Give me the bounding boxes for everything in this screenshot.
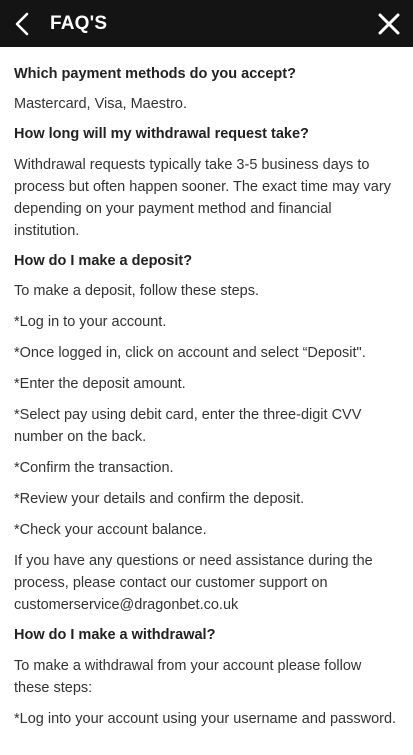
back-button[interactable] [0, 0, 44, 47]
faq-question: How do I make a deposit? [14, 253, 193, 269]
faq-answer: *Enter the deposit amount. [14, 376, 186, 392]
faq-answer: If you have any questions or need assistance during the process, please contact our customer support on customerservice@dragonbet.co.uk [14, 553, 373, 613]
faq-question: How do I make a withdrawal? [14, 627, 216, 643]
faq-answer: *Select pay using debit card, enter the three-digit CVV number on the back. [14, 407, 362, 445]
close-icon [378, 13, 400, 35]
faq-question: How long will my withdrawal request take? [14, 126, 309, 142]
faq-answer: To make a withdrawal from your account please follow these steps: [14, 658, 362, 696]
faq-answer: Withdrawal requests typically take 3-5 business days to process but often happen sooner. The exact time may vary depending on your payment method and financial institution. [14, 157, 391, 239]
faq-answer: *Log into your account using your username and password. [14, 711, 397, 727]
faq-question: Which payment methods do you accept? [14, 66, 296, 82]
close-button[interactable] [369, 0, 409, 47]
faq-header [0, 0, 413, 47]
faq-answer: *Log in to your account. [14, 314, 167, 330]
faq-answer: *Check your account balance. [14, 522, 207, 538]
faq-answer: *Once logged in, click on account and select “Deposit". [14, 345, 366, 361]
faq-answer: *Confirm the transaction. [14, 460, 174, 476]
chevron-left-icon [14, 12, 30, 36]
page-title: FAQ'S [50, 12, 108, 34]
faq-answer: *Review your details and confirm the deposit. [14, 491, 305, 507]
faq-answer: Mastercard, Visa, Maestro. [14, 96, 187, 112]
faq-answer: To make a deposit, follow these steps. [14, 283, 260, 299]
faq-list [0, 64, 413, 730]
